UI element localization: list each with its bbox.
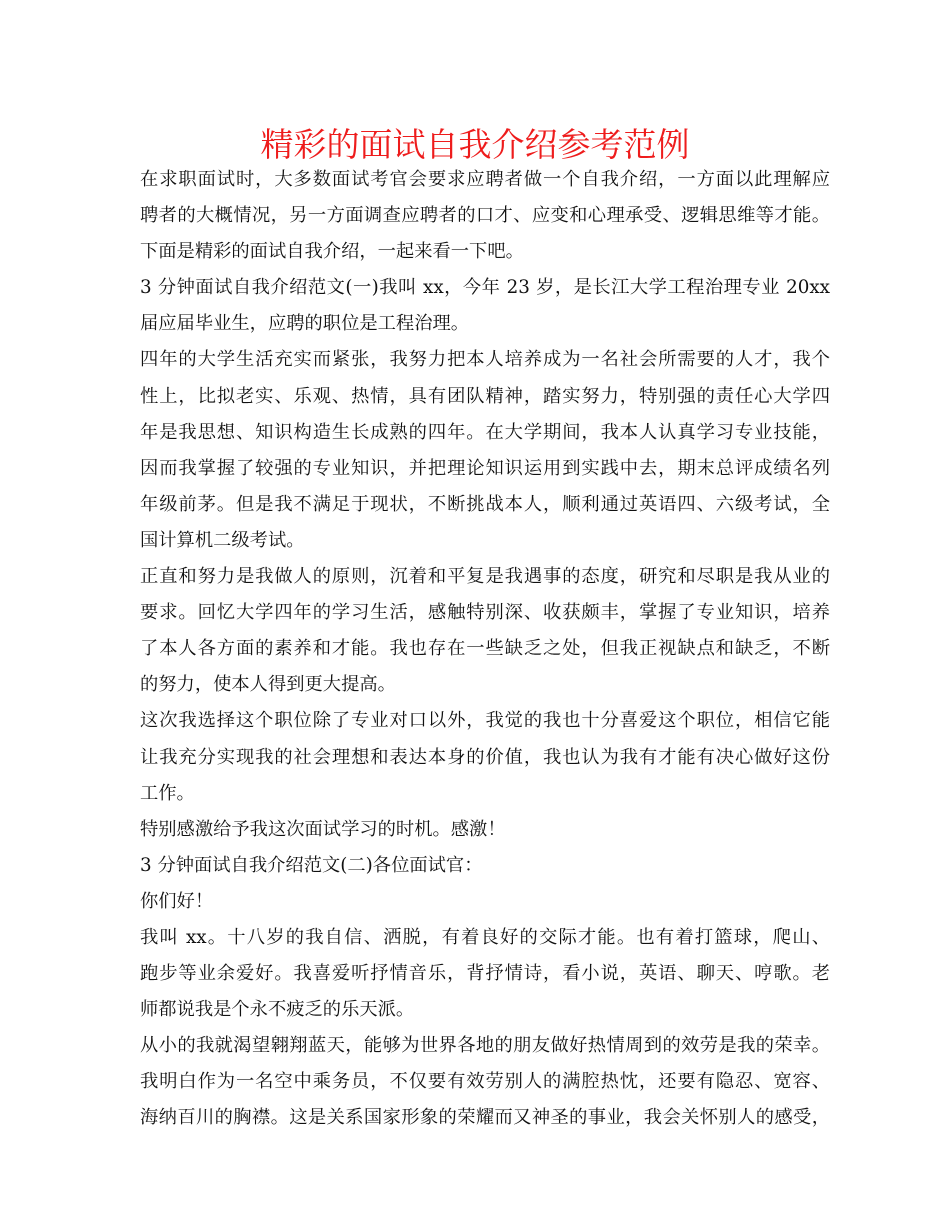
text-line: 工作。: [140, 782, 195, 804]
text-line: 你们好！: [140, 890, 214, 912]
text-line: 届应届毕业生，应聘的职位是工程治理。: [140, 313, 470, 335]
text-line: 在求职面试时，大多数面试考官会要求应聘者做一个自我介绍，一方面以此理解应: [140, 169, 830, 190]
text-line: 下面是精彩的面试自我介绍，一起来看一下吧。: [140, 241, 524, 263]
text-line: 正直和努力是我做人的原则，沉着和平复是我遇事的态度，研究和尽职是我从业的: [140, 566, 830, 588]
text-line: 师都说我是个永不疲乏的乐天派。: [140, 999, 415, 1021]
text-line: 我明白作为一名空中乘务员，不仅要有效劳别人的满腔热忱，还要有隐忍、宽容、: [140, 1071, 830, 1093]
text-line: 跑步等业余爱好。我喜爱听抒情音乐，背抒情诗，看小说，英语、聊天、哼歌。老: [140, 963, 830, 985]
text-line: 的努力，使本人得到更大提高。: [140, 674, 396, 696]
text-line: 海纳百川的胸襟。这是关系国家形象的荣耀而又神圣的事业，我会关怀别人的感受，: [140, 1107, 830, 1129]
text-line: 性上，比拟老实、乐观、热情，具有团队精神，踏实努力，特别强的责任心大学四: [140, 385, 830, 407]
text-line: 从小的我就渴望翱翔蓝天，能够为世界各地的朋友做好热情周到的效劳是我的荣幸。: [140, 1035, 830, 1057]
text-line: 要求。回忆大学四年的学习生活，感触特别深、收获颇丰，掌握了专业知识，培养: [140, 602, 830, 624]
text-line: 因而我掌握了较强的专业知识，并把理论知识运用到实践中去，期末总评成绩名列: [140, 457, 830, 479]
text-line: 让我充分实现我的社会理想和表达本身的价值，我也认为我有才能有决心做好这份: [140, 746, 830, 768]
text-line: 3 分钟面试自我介绍范文(二)各位面试官：: [140, 854, 483, 876]
document-body: [140, 162, 830, 1137]
document-title: 精彩的面试自我介绍参考范例: [260, 125, 690, 164]
text-line: 年级前茅。但是我不满足于现状，不断挑战本人，顺利通过英语四、六级考试，全: [140, 493, 830, 515]
text-line: 四年的大学生活充实而紧张，我努力把本人培养成为一名社会所需要的人才，我个: [140, 349, 830, 371]
text-line: 这次我选择这个职位除了专业对口以外，我觉的我也十分喜爱这个职位，相信它能: [140, 710, 830, 732]
text-line: 年是我思想、知识构造生长成熟的四年。在大学期间，我本人认真学习专业技能，: [140, 421, 830, 443]
text-line: 国计算机二级考试。: [140, 529, 305, 551]
text-line: 特别感激给予我这次面试学习的时机。感激！: [140, 818, 506, 840]
text-line: 聘者的大概情况，另一方面调查应聘者的口才、应变和心理承受、逻辑思维等才能。: [140, 205, 830, 227]
text-line: 了本人各方面的素养和才能。我也存在一些缺乏之处，但我正视缺点和缺乏，不断: [140, 638, 830, 660]
text-line: 我叫 xx。十八岁的我自信、洒脱，有着良好的交际才能。也有着打篮球，爬山、: [140, 926, 830, 948]
text-line: 3 分钟面试自我介绍范文(一)我叫 xx，今年 23 岁，是长江大学工程治理专业 20xx: [140, 277, 830, 299]
